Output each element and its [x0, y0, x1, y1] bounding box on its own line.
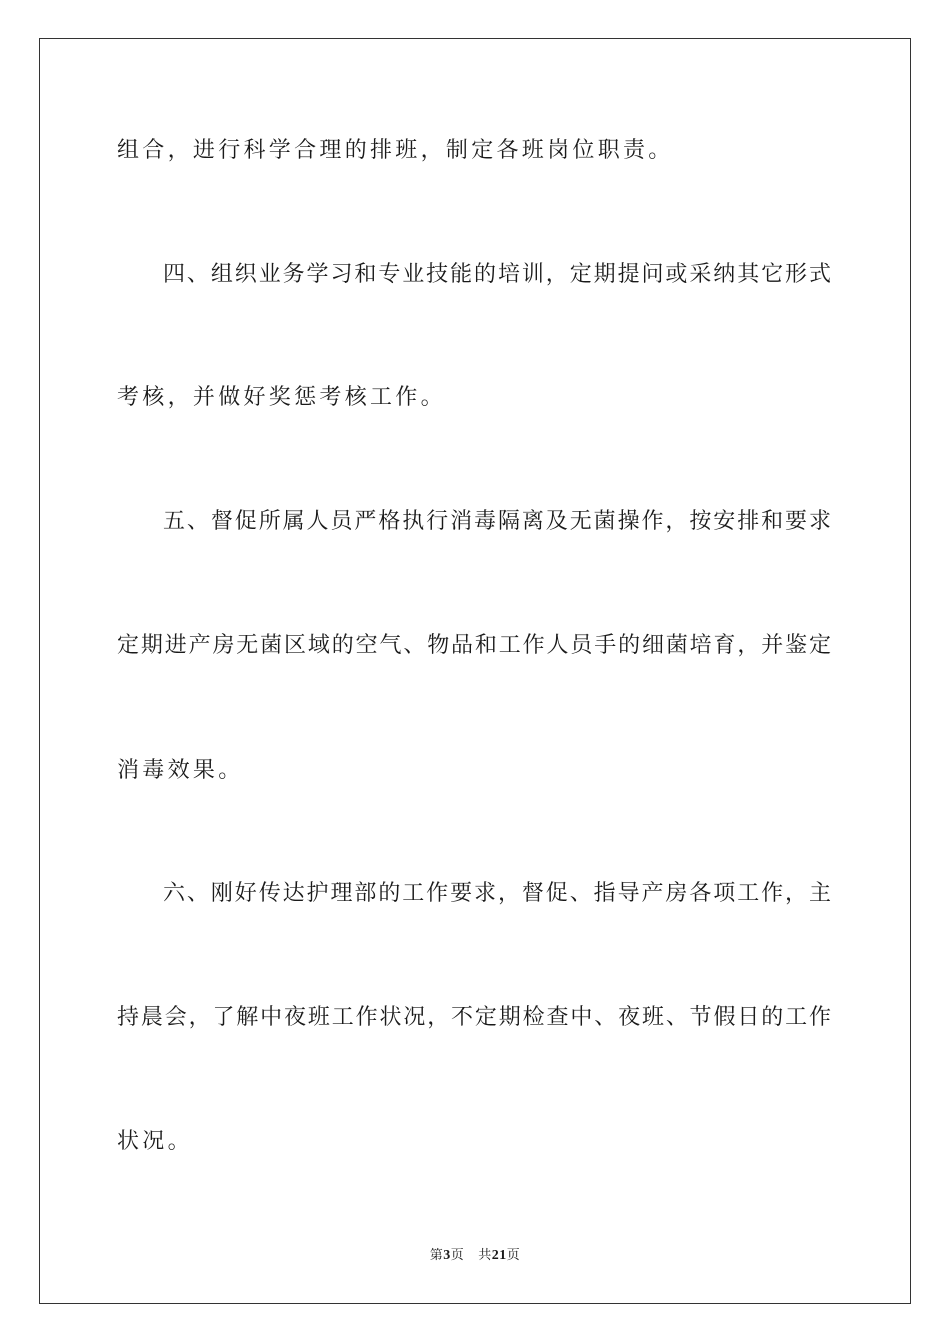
page-suffix: 页: [450, 1248, 465, 1263]
page-border: [39, 38, 911, 1304]
paragraph-line-3: 考核，并做好奖惩考核工作。: [117, 385, 446, 410]
paragraph-line-5: 定期进产房无菌区域的空气、物品和工作人员手的细菌培育，并鉴定: [117, 633, 831, 658]
total-prefix: 共: [478, 1248, 492, 1263]
paragraph-line-9: 状况。: [117, 1129, 193, 1154]
total-suffix: 页: [506, 1248, 521, 1263]
paragraph-line-8: 持晨会，了解中夜班工作状况，不定期检查中、夜班、节假日的工作: [117, 1005, 831, 1030]
total-pages: 21: [491, 1248, 507, 1263]
paragraph-line-4: 五、督促所属人员严格执行消毒隔离及无菌操作，按安排和要求: [163, 509, 831, 534]
page-prefix: 第: [429, 1248, 444, 1263]
paragraph-line-6: 消毒效果。: [117, 758, 244, 783]
paragraph-line-1: 组合，进行科学合理的排班，制定各班岗位职责。: [117, 138, 674, 163]
page-footer: [0, 1247, 950, 1265]
page-number: 3: [443, 1248, 451, 1263]
paragraph-line-7: 六、刚好传达护理部的工作要求，督促、指导产房各项工作，主: [163, 881, 831, 906]
paragraph-line-2: 四、组织业务学习和专业技能的培训，定期提问或采纳其它形式: [163, 262, 831, 287]
